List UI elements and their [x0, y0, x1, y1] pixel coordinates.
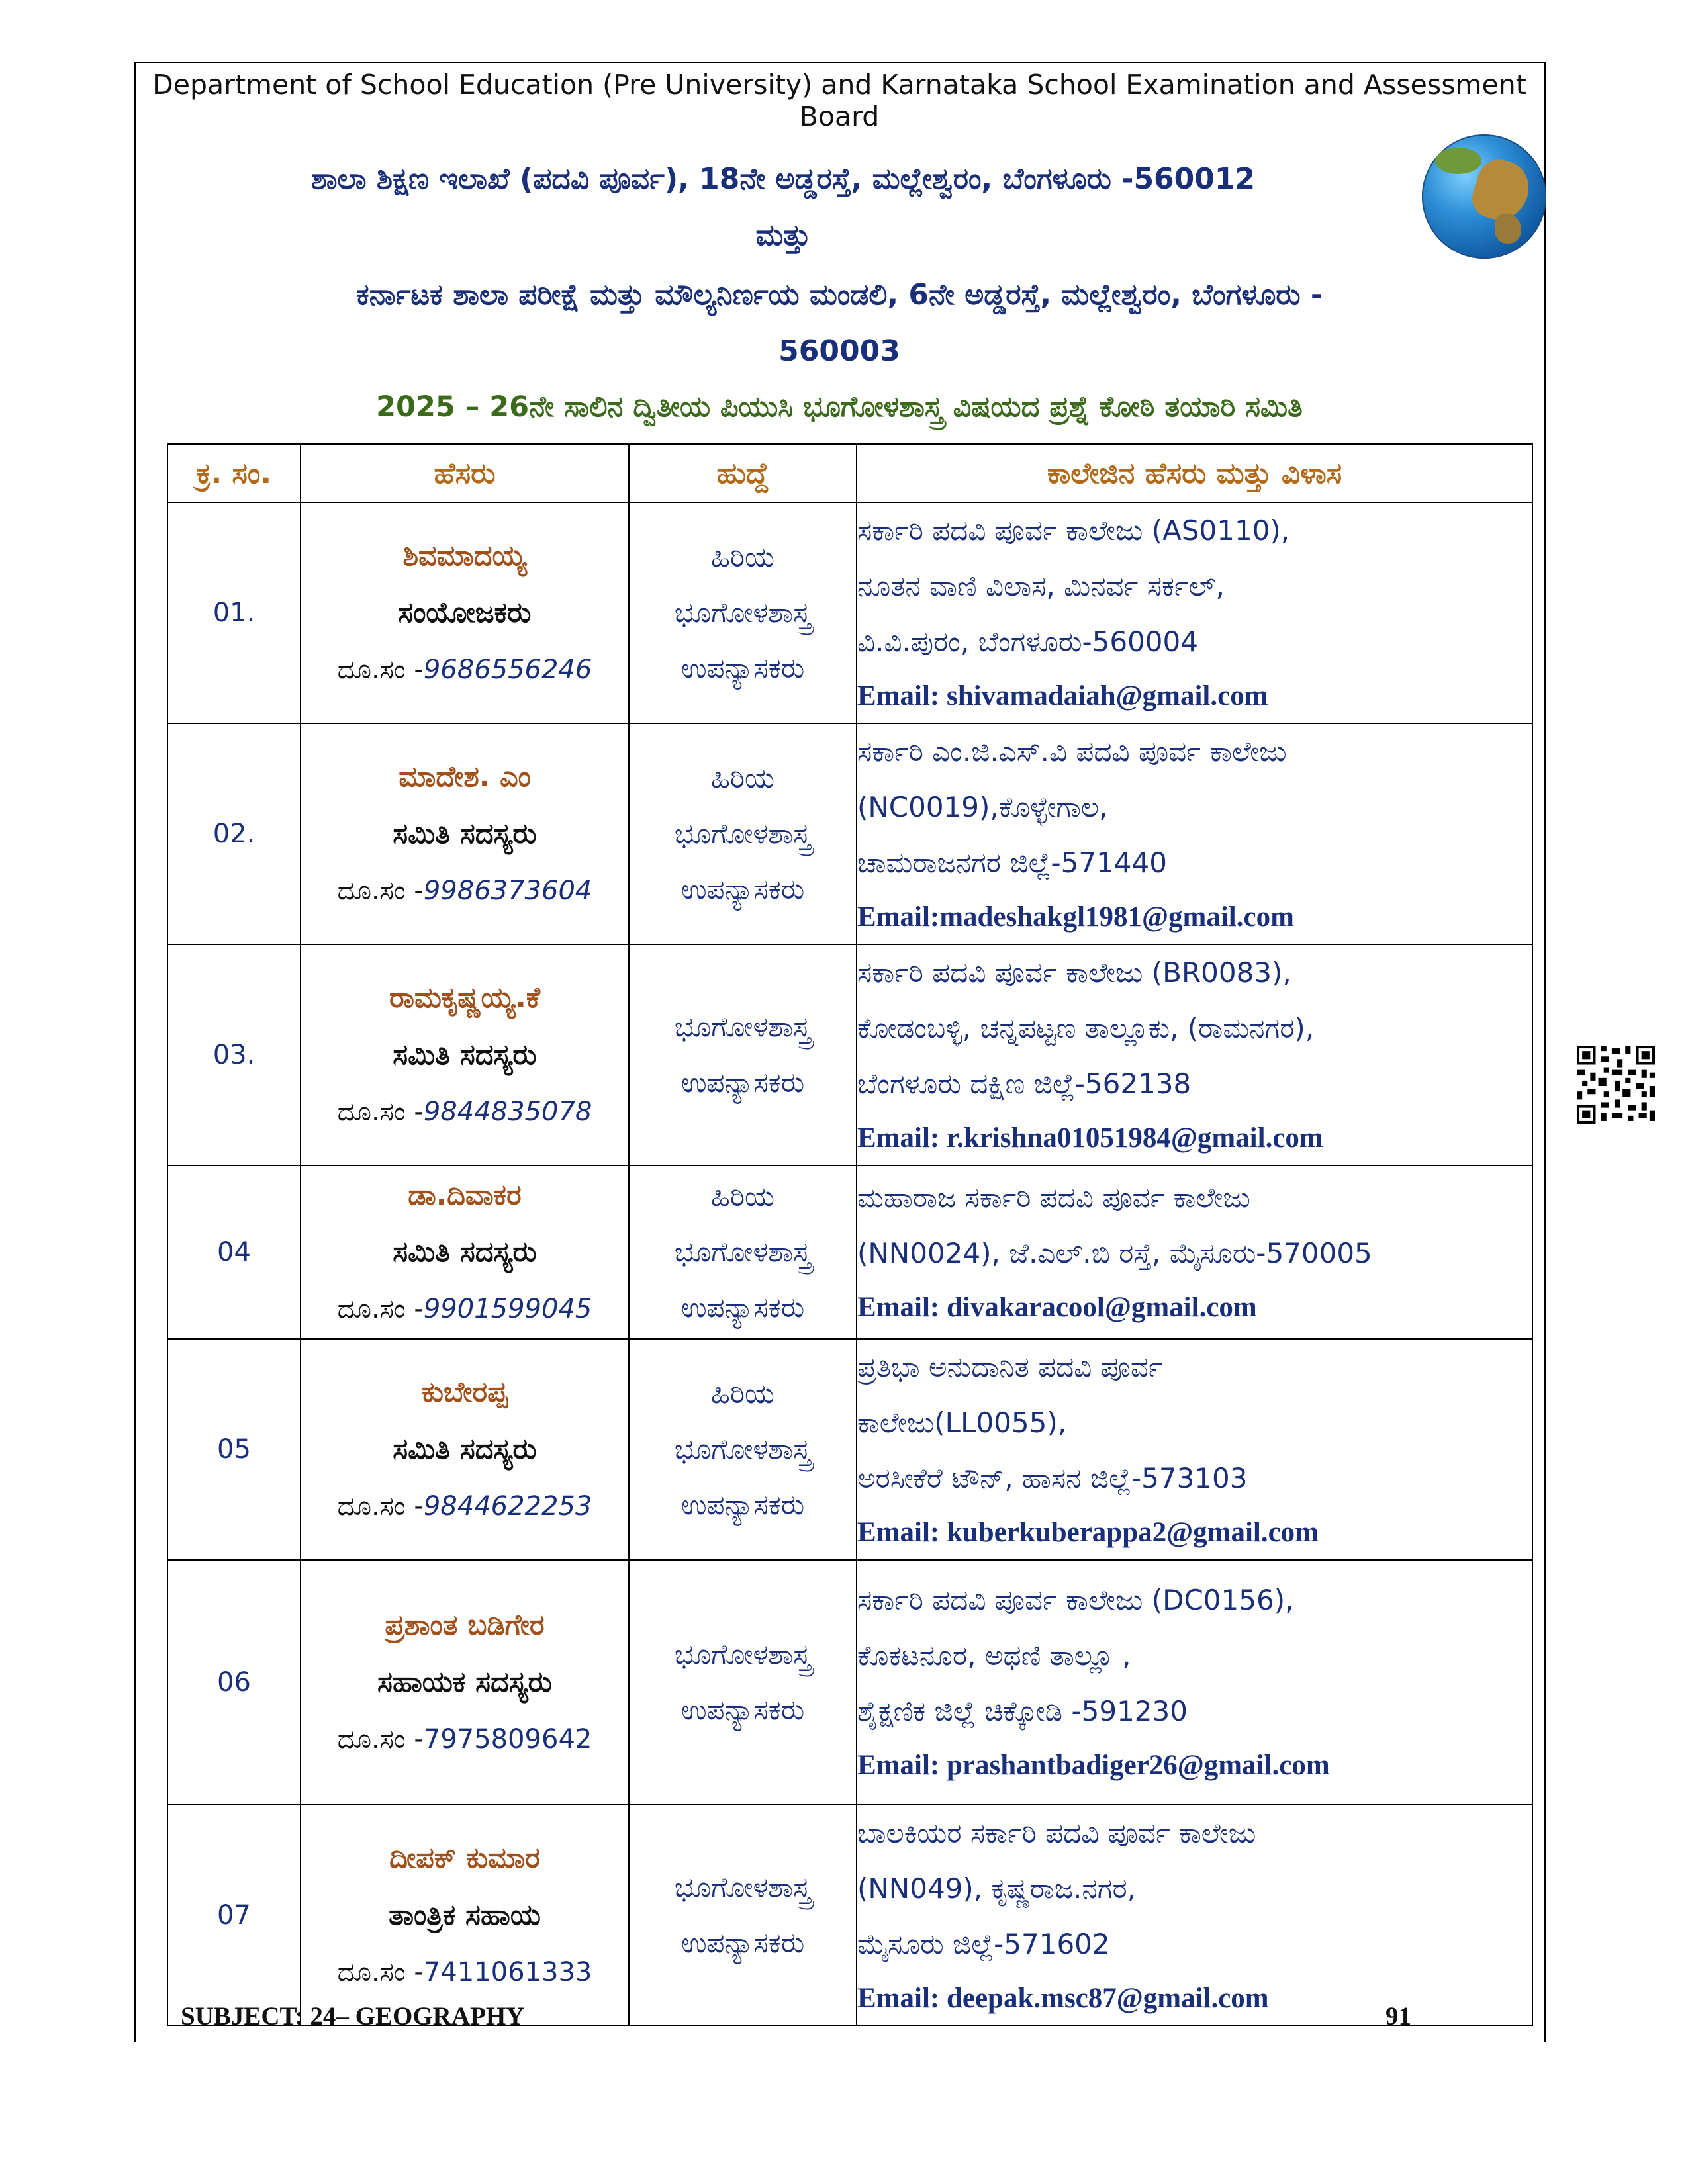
college-address-cell	[857, 1339, 1532, 1560]
designation-cell	[629, 944, 857, 1165]
member-phone	[301, 1478, 628, 1535]
email-text: Email: kuberkuberappa2@gmail.com	[857, 1517, 1319, 1548]
member-role: ಸಮಿತಿ ಸದಸ್ಯರು	[393, 1236, 537, 1269]
member-name: ರಾಮಕೃಷ್ಣಯ್ಯ.ಕೆ	[389, 981, 540, 1015]
address-line-1: ಸರ್ಕಾರಿ ಪದವಿ ಪೂರ್ವ ಕಾಲೇಜು (AS0110),	[857, 514, 1290, 547]
header-line-1: ಶಾಲಾ ಶಿಕ್ಷಣ ಇಲಾಖೆ (ಪದವಿ ಪೂರ್ವ), 18ನೇ ಅಡ್ಡರಸ್ತೆ, ಮಲ್ಲೇಶ್ವರಂ, ಬೆಂಗಳೂರು -560012	[310, 162, 1256, 196]
designation-cell	[629, 1339, 857, 1560]
globe-logo	[1422, 134, 1546, 259]
college-address-cell	[857, 723, 1532, 944]
phone-number: 9844835078	[423, 1097, 592, 1127]
designation-line-3: ಉಪನ್ಯಾಸಕರು	[680, 1694, 805, 1726]
address-line-1: ಪ್ರತಿಭಾ ಅನುದಾನಿತ ಪದವಿ ಪೂರ್ವ	[857, 1351, 1163, 1383]
table-row	[167, 502, 1532, 723]
member-name: ಕುಬೇರಪ್ಪ	[421, 1376, 508, 1409]
member-cell	[301, 1560, 629, 1805]
address-line-1: ಸರ್ಕಾರಿ ಪದವಿ ಪೂರ್ವ ಕಾಲೇಜು (BR0083),	[857, 956, 1291, 989]
email-text: Email: shivamadaiah@gmail.com	[857, 680, 1268, 711]
address-line-1: ಮಹಾರಾಜ ಸರ್ಕಾರಿ ಪದವಿ ಪೂರ್ವ ಕಾಲೇಜು	[857, 1181, 1250, 1214]
phone-number: 9686556246	[423, 655, 592, 685]
designation-cell	[629, 1805, 857, 2026]
designation-line-3: ಉಪನ್ಯಾಸಕರು	[680, 873, 805, 905]
address-line-2: ಕೊಕಟನೂರ, ಅಥಣಿ ತಾಲ್ಲೂ ,	[857, 1639, 1131, 1672]
header-line-2: ಮತ್ತು	[755, 218, 811, 252]
phone-label: ದೂ.ಸಂ -	[337, 1294, 424, 1324]
designation-line-2: ಭೂಗೋಳಶಾಸ್ತ್ರ	[674, 1011, 812, 1043]
serial-number: 05	[167, 1339, 301, 1560]
college-address-cell	[857, 944, 1532, 1165]
table-row	[167, 1165, 1532, 1339]
qr-code-icon	[1577, 1046, 1655, 1124]
member-name: ಶಿವಮಾದಯ್ಯ	[402, 539, 527, 572]
committee-title: 2025 – 26ನೇ ಸಾಲಿನ ದ್ವಿತೀಯ ಪಿಯುಸಿ ಭೂಗೋಳಶಾಸ್ತ್ರ ವಿಷಯದ ಪ್ರಶ್ನೆ ಕೋಠಿ ತಯಾರಿ ಸಮಿತಿ	[376, 390, 1303, 424]
member-role: ಸಮಿತಿ ಸದಸ್ಯರು	[393, 1433, 537, 1466]
phone-label: ದೂ.ಸಂ -	[337, 1957, 424, 1987]
member-role: ಸಮಿತಿ ಸದಸ್ಯರು	[393, 1038, 537, 1071]
member-cell	[301, 502, 629, 723]
designation-line-3: ಉಪನ್ಯಾಸಕರು	[680, 652, 805, 684]
phone-label: ದೂ.ಸಂ -	[337, 876, 424, 906]
address-line-2: (NC0019),ಕೊಳ್ಳೇಗಾಲ,	[857, 791, 1108, 823]
phone-number: 9844622253	[423, 1491, 592, 1522]
header-line-3: ಕರ್ನಾಟಕ ಶಾಲಾ ಪರೀಕ್ಷೆ ಮತ್ತು ಮೌಲ್ಯನಿರ್ಣಯ ಮಂಡಲಿ, 6ನೇ ಅಡ್ಡರಸ್ತೆ, ಮಲ್ಲೇಶ್ವರಂ, ಬೆಂಗಳೂರು -	[355, 278, 1323, 312]
designation-line-2: ಭೂಗೋಳಶಾಸ್ತ್ರ	[674, 596, 812, 629]
address-line-2: (NN049), ಕೃಷ್ಣರಾಜ.ನಗರ,	[857, 1872, 1137, 1905]
phone-label: ದೂ.ಸಂ -	[337, 1491, 424, 1522]
member-name: ದೀಪಕ್ ಕುಮಾರ	[389, 1842, 540, 1875]
serial-number: 07	[167, 1805, 301, 2026]
member-cell	[301, 1805, 629, 2026]
designation-line-3: ಉಪನ್ಯಾಸಕರು	[680, 1291, 805, 1324]
table-row	[167, 1560, 1532, 1805]
table-row	[167, 1339, 1532, 1560]
table-header-row	[167, 444, 1532, 502]
designation-line-2: ಭೂಗೋಳಶಾಸ್ತ್ರ	[674, 817, 812, 850]
designation-line-3: ಉಪನ್ಯಾಸಕರು	[680, 1927, 805, 1959]
serial-number: 01.	[167, 502, 301, 723]
designation-line-2: ಭೂಗೋಳಶಾಸ್ತ್ರ	[674, 1433, 812, 1465]
member-role: ತಾಂತ್ರಿಕ ಸಹಾಯ	[389, 1899, 541, 1932]
member-name: ಡಾ.ದಿವಾಕರ	[408, 1179, 522, 1212]
designation-line-2: ಭೂಗೋಳಶಾಸ್ತ್ರ	[674, 1236, 812, 1268]
address-line-2: ನೂತನ ವಾಣಿ ವಿಲಾಸ, ಮಿನರ್ವ ಸರ್ಕಲ್,	[857, 570, 1225, 602]
member-cell	[301, 1165, 629, 1339]
serial-number: 06	[167, 1560, 301, 1805]
address-line-1: ಬಾಲಕಿಯರ ಸರ್ಕಾರಿ ಪದವಿ ಪೂರ್ವ ಕಾಲೇಜು	[857, 1817, 1256, 1849]
footer-page-number: 91	[1385, 2002, 1411, 2030]
serial-number: 03.	[167, 944, 301, 1165]
header-serial: ಕ್ರ. ಸಂ.	[167, 444, 301, 502]
designation-cell	[629, 723, 857, 944]
header-designation: ಹುದ್ದೆ	[629, 444, 857, 502]
address-line-2: ಕಾಲೇಜು(LL0055),	[857, 1406, 1067, 1439]
footer-subject: SUBJECT: 24– GEOGRAPHY	[181, 2002, 525, 2030]
address-line-2: ಕೋಡಂಬಳ್ಳಿ, ಚನ್ನಪಟ್ಟಣ ತಾಲ್ಲೂಕು, (ರಾಮನಗರ),	[857, 1012, 1315, 1044]
email-text: Email: r.krishna01051984@gmail.com	[857, 1122, 1323, 1154]
designation-line-3: ಉಪನ್ಯಾಸಕರು	[680, 1488, 805, 1521]
designation-line-1: ಹಿರಿಯ	[710, 762, 774, 794]
email-text: Email:madeshakgl1981@gmail.com	[857, 901, 1294, 933]
address-line-1: ಸರ್ಕಾರಿ ಪದವಿ ಪೂರ್ವ ಕಾಲೇಜು (DC0156),	[857, 1584, 1294, 1616]
header-name: ಹೆಸರು	[301, 444, 629, 502]
member-phone	[301, 641, 628, 698]
member-cell	[301, 723, 629, 944]
member-phone	[301, 862, 628, 919]
table-row	[167, 944, 1532, 1165]
designation-line-1: ಹಿರಿಯ	[710, 1180, 774, 1212]
department-title-english: Department of School Education (Pre University) and Karnataka School Examination and Assessment Board	[152, 69, 1526, 132]
phone-number: 9986373604	[423, 876, 592, 906]
designation-cell	[629, 502, 857, 723]
college-address-cell	[857, 1165, 1532, 1339]
phone-number: 7411061333	[423, 1957, 592, 1987]
email-text: Email: deepak.msc87@gmail.com	[857, 1983, 1269, 2014]
address-line-3: ವಿ.ವಿ.ಪುರಂ, ಬೆಂಗಳೂರು-560004	[857, 625, 1198, 658]
designation-cell	[629, 1165, 857, 1339]
phone-number: 9901599045	[423, 1294, 592, 1324]
table-row	[167, 1805, 1532, 2026]
member-cell	[301, 944, 629, 1165]
address-line-3: ಶೈಕ್ಷಣಿಕ ಜಿಲ್ಲೆ ಚಿಕ್ಕೋಡಿ -591230	[857, 1695, 1188, 1727]
phone-label: ದೂ.ಸಂ -	[337, 1724, 424, 1754]
member-phone	[301, 1944, 628, 2001]
committee-table	[167, 443, 1533, 2026]
designation-line-2: ಭೂಗೋಳಶಾಸ್ತ್ರ	[674, 1638, 812, 1670]
header-line-4: 560003	[778, 334, 900, 368]
address-line-3: ಮೈಸೂರು ಜಿಲ್ಲೆ-571602	[857, 1928, 1110, 1960]
address-line-2: (NN0024), ಜೆ.ಎಲ್.ಬಿ ರಸ್ತೆ, ಮೈಸೂರು-570005	[857, 1237, 1372, 1269]
designation-line-1: ಹಿರಿಯ	[710, 541, 774, 573]
member-phone	[301, 1083, 628, 1140]
designation-cell	[629, 1560, 857, 1805]
member-name: ಪ್ರಶಾಂತ ಬಡಿಗೇರ	[385, 1609, 545, 1642]
designation-line-1: ಹಿರಿಯ	[710, 1377, 774, 1410]
serial-number: 04	[167, 1165, 301, 1339]
address-line-3: ಚಾಮರಾಜನಗರ ಜಿಲ್ಲೆ-571440	[857, 846, 1167, 879]
member-role: ಸಂಯೋಜಕರು	[398, 596, 532, 629]
serial-number: 02.	[167, 723, 301, 944]
designation-line-2: ಭೂಗೋಳಶಾಸ್ತ್ರ	[674, 1871, 812, 1903]
email-text: Email: prashantbadiger26@gmail.com	[857, 1750, 1330, 1781]
address-line-1: ಸರ್ಕಾರಿ ಎಂ.ಜಿ.ಎಸ್.ವಿ ಪದವಿ ಪೂರ್ವ ಕಾಲೇಜು	[857, 735, 1287, 768]
member-phone	[301, 1711, 628, 1768]
college-address-cell	[857, 502, 1532, 723]
member-name: ಮಾದೇಶ. ಎಂ	[399, 760, 531, 794]
member-role: ಸಹಾಯಕ ಸದಸ್ಯರು	[377, 1666, 552, 1699]
college-address-cell	[857, 1560, 1532, 1805]
table-row	[167, 723, 1532, 944]
phone-label: ದೂ.ಸಂ -	[337, 655, 424, 685]
college-address-cell	[857, 1805, 1532, 2026]
address-line-3: ಬೆಂಗಳೂರು ದಕ್ಷಿಣ ಜಿಲ್ಲೆ-562138	[857, 1068, 1192, 1100]
email-text: Email: divakaracool@gmail.com	[857, 1292, 1257, 1323]
member-cell	[301, 1339, 629, 1560]
designation-line-3: ಉಪನ್ಯಾಸಕರು	[680, 1066, 805, 1099]
address-line-3: ಅರಸೀಕೆರೆ ಟೌನ್, ಹಾಸನ ಜಿಲ್ಲೆ-573103	[857, 1462, 1248, 1494]
phone-number: 7975809642	[423, 1724, 592, 1754]
member-role: ಸಮಿತಿ ಸದಸ್ಯರು	[393, 817, 537, 850]
phone-label: ದೂ.ಸಂ -	[337, 1097, 424, 1127]
member-phone	[301, 1281, 628, 1338]
header-college-address: ಕಾಲೇಜಿನ ಹೆಸರು ಮತ್ತು ವಿಳಾಸ	[857, 444, 1532, 502]
